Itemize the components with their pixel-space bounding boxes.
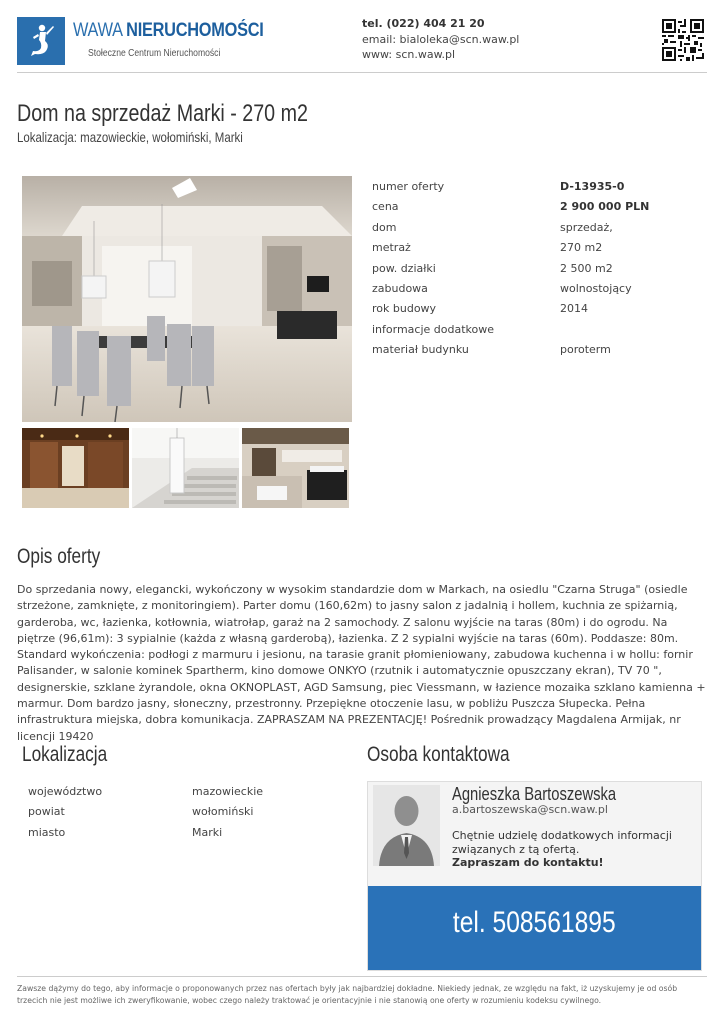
contact-heading: Osoba kontaktowa <box>367 743 510 766</box>
detail-value: wolnostojący <box>560 282 632 295</box>
detail-value: poroterm <box>560 343 611 357</box>
location-key: miasto <box>28 825 66 839</box>
description-heading: Opis oferty <box>17 545 101 568</box>
brand-tagline: Stołeczne Centrum Nieruchomości <box>88 48 221 59</box>
agent-message-text: Chętnie udzielę dodatkowych informacji związanych z tą ofertą. <box>452 829 672 856</box>
location-value: Marki <box>192 825 223 839</box>
staircase-photo-image <box>132 428 239 508</box>
footer-divider <box>17 976 707 977</box>
listing-location: Lokalizacja: mazowieckie, wołomiński, Marki <box>17 129 243 145</box>
detail-value: sprzedaż, <box>560 220 613 234</box>
detail-key: rok budowy <box>372 302 437 316</box>
agent-phone-button[interactable] <box>368 886 701 970</box>
office-phone[interactable]: tel. (022) 404 21 20 <box>362 17 485 30</box>
location-heading: Lokalizacja <box>22 743 108 766</box>
detail-key: pow. działki <box>372 261 436 275</box>
brand-name: WAWA NIERUCHOMOŚCI <box>73 20 264 41</box>
thumbnail-3[interactable] <box>242 428 349 508</box>
agent-message <box>452 829 692 870</box>
detail-key: informacje dodatkowe <box>372 322 495 336</box>
listing-title: Dom na sprzedaż Marki - 270 m2 <box>17 100 308 127</box>
agent-phone: tel. 508561895 <box>453 906 616 939</box>
detail-key: cena <box>372 200 399 214</box>
interior-photo-image <box>22 176 352 422</box>
detail-key: metraż <box>372 241 411 255</box>
location-value: mazowieckie <box>192 785 264 798</box>
detail-value: 270 m2 <box>560 241 603 255</box>
detail-key: dom <box>372 220 397 234</box>
agent-email[interactable]: a.bartoszewska@scn.waw.pl <box>452 803 608 816</box>
location-key: powiat <box>28 805 65 819</box>
location-value: wołomiński <box>192 805 254 819</box>
thumbnail-2[interactable] <box>132 428 239 508</box>
detail-value: D-13935-0 <box>560 180 625 193</box>
detail-key: zabudowa <box>372 282 428 295</box>
hallway-photo-image <box>22 428 129 508</box>
footer-disclaimer: Zawsze dążymy do tego, aby informacje o proponowanych przez nas ofertach były jak najbardziej dokładne. Niekiedy jednak, ze względu na fakt, iż uzyskujemy je od osób trzecich nie jest możliwe ich zweryfikowanie, wobec czego należy traktować je orientacyjnie i nie stanowią one oferty w rozumieniu kodeksu cywilnego. <box>17 984 678 1005</box>
bathroom-photo-image <box>242 428 349 508</box>
office-website[interactable]: www: scn.waw.pl <box>362 48 456 61</box>
logo[interactable] <box>17 17 65 65</box>
detail-key: numer oferty <box>372 180 445 193</box>
detail-value: 2 500 m2 <box>560 261 613 275</box>
detail-value: 2 900 000 PLN <box>560 200 650 214</box>
office-email[interactable]: email: bialoleka@scn.waw.pl <box>362 33 520 46</box>
detail-value: 2014 <box>560 302 588 316</box>
avatar <box>373 785 440 866</box>
header-divider <box>17 72 707 73</box>
mermaid-icon <box>26 23 56 59</box>
agent-invite: Zapraszam do kontaktu! <box>452 856 604 869</box>
qr-code-icon <box>662 19 704 61</box>
detail-key: materiał budynku <box>372 343 469 357</box>
thumbnail-1[interactable] <box>22 428 129 508</box>
agent-name: Agnieszka Bartoszewska <box>452 784 617 804</box>
location-key: województwo <box>28 785 103 798</box>
description-text: Do sprzedania nowy, elegancki, wykończony w wysokim standardzie dom w Markach, na osiedlu "Czarna Struga" (osiedle strzeżone, zamknięte, z monitoringiem). Parter domu (160,62m) to jasny salon z jadalnią i hollem, kuchnia ze spiżarnią, garderoba, wc, łazienka, kotłownia, wiatrołap, garaż na 2 samochody. Z salonu wyjście na taras (80m) i do ogrodu. Na piętrze (96,61m): 3 sypialnie (każda z własną garderobą), łazienka. Z 2 sypialni wyjście na taras (60m). Poddasze: 80m. Standard wykończenia: podłogi z marmuru i jesionu, na tarasie granit płomieniowany, zabudowa kuchenna i w hollu: fornir Palisander, w salonie kominek Spartherm, kino domowe ONKYO (rzutnik i automatycznie opuszczany ekran), TV 70 ", designerskie, szklane żyrandole, okna OKNOPLAST, AGD Samsung, piec Viessmann, w łazience mozaika szklano kamienna + marmur. Dom bardzo jasny, słoneczny, przestronny. Przepiękne otoczenie lasu, w pobliżu Puszcza Słupecka. Pełna infrastruktura miejska, dobra komunikacja. ZAPRASZAM NA PREZENTACJĘ! Pośrednik prowadzący Magdalena Armijak, nr licencji 19420 <box>17 583 706 743</box>
person-silhouette-icon <box>373 785 440 866</box>
main-photo[interactable] <box>22 176 352 422</box>
